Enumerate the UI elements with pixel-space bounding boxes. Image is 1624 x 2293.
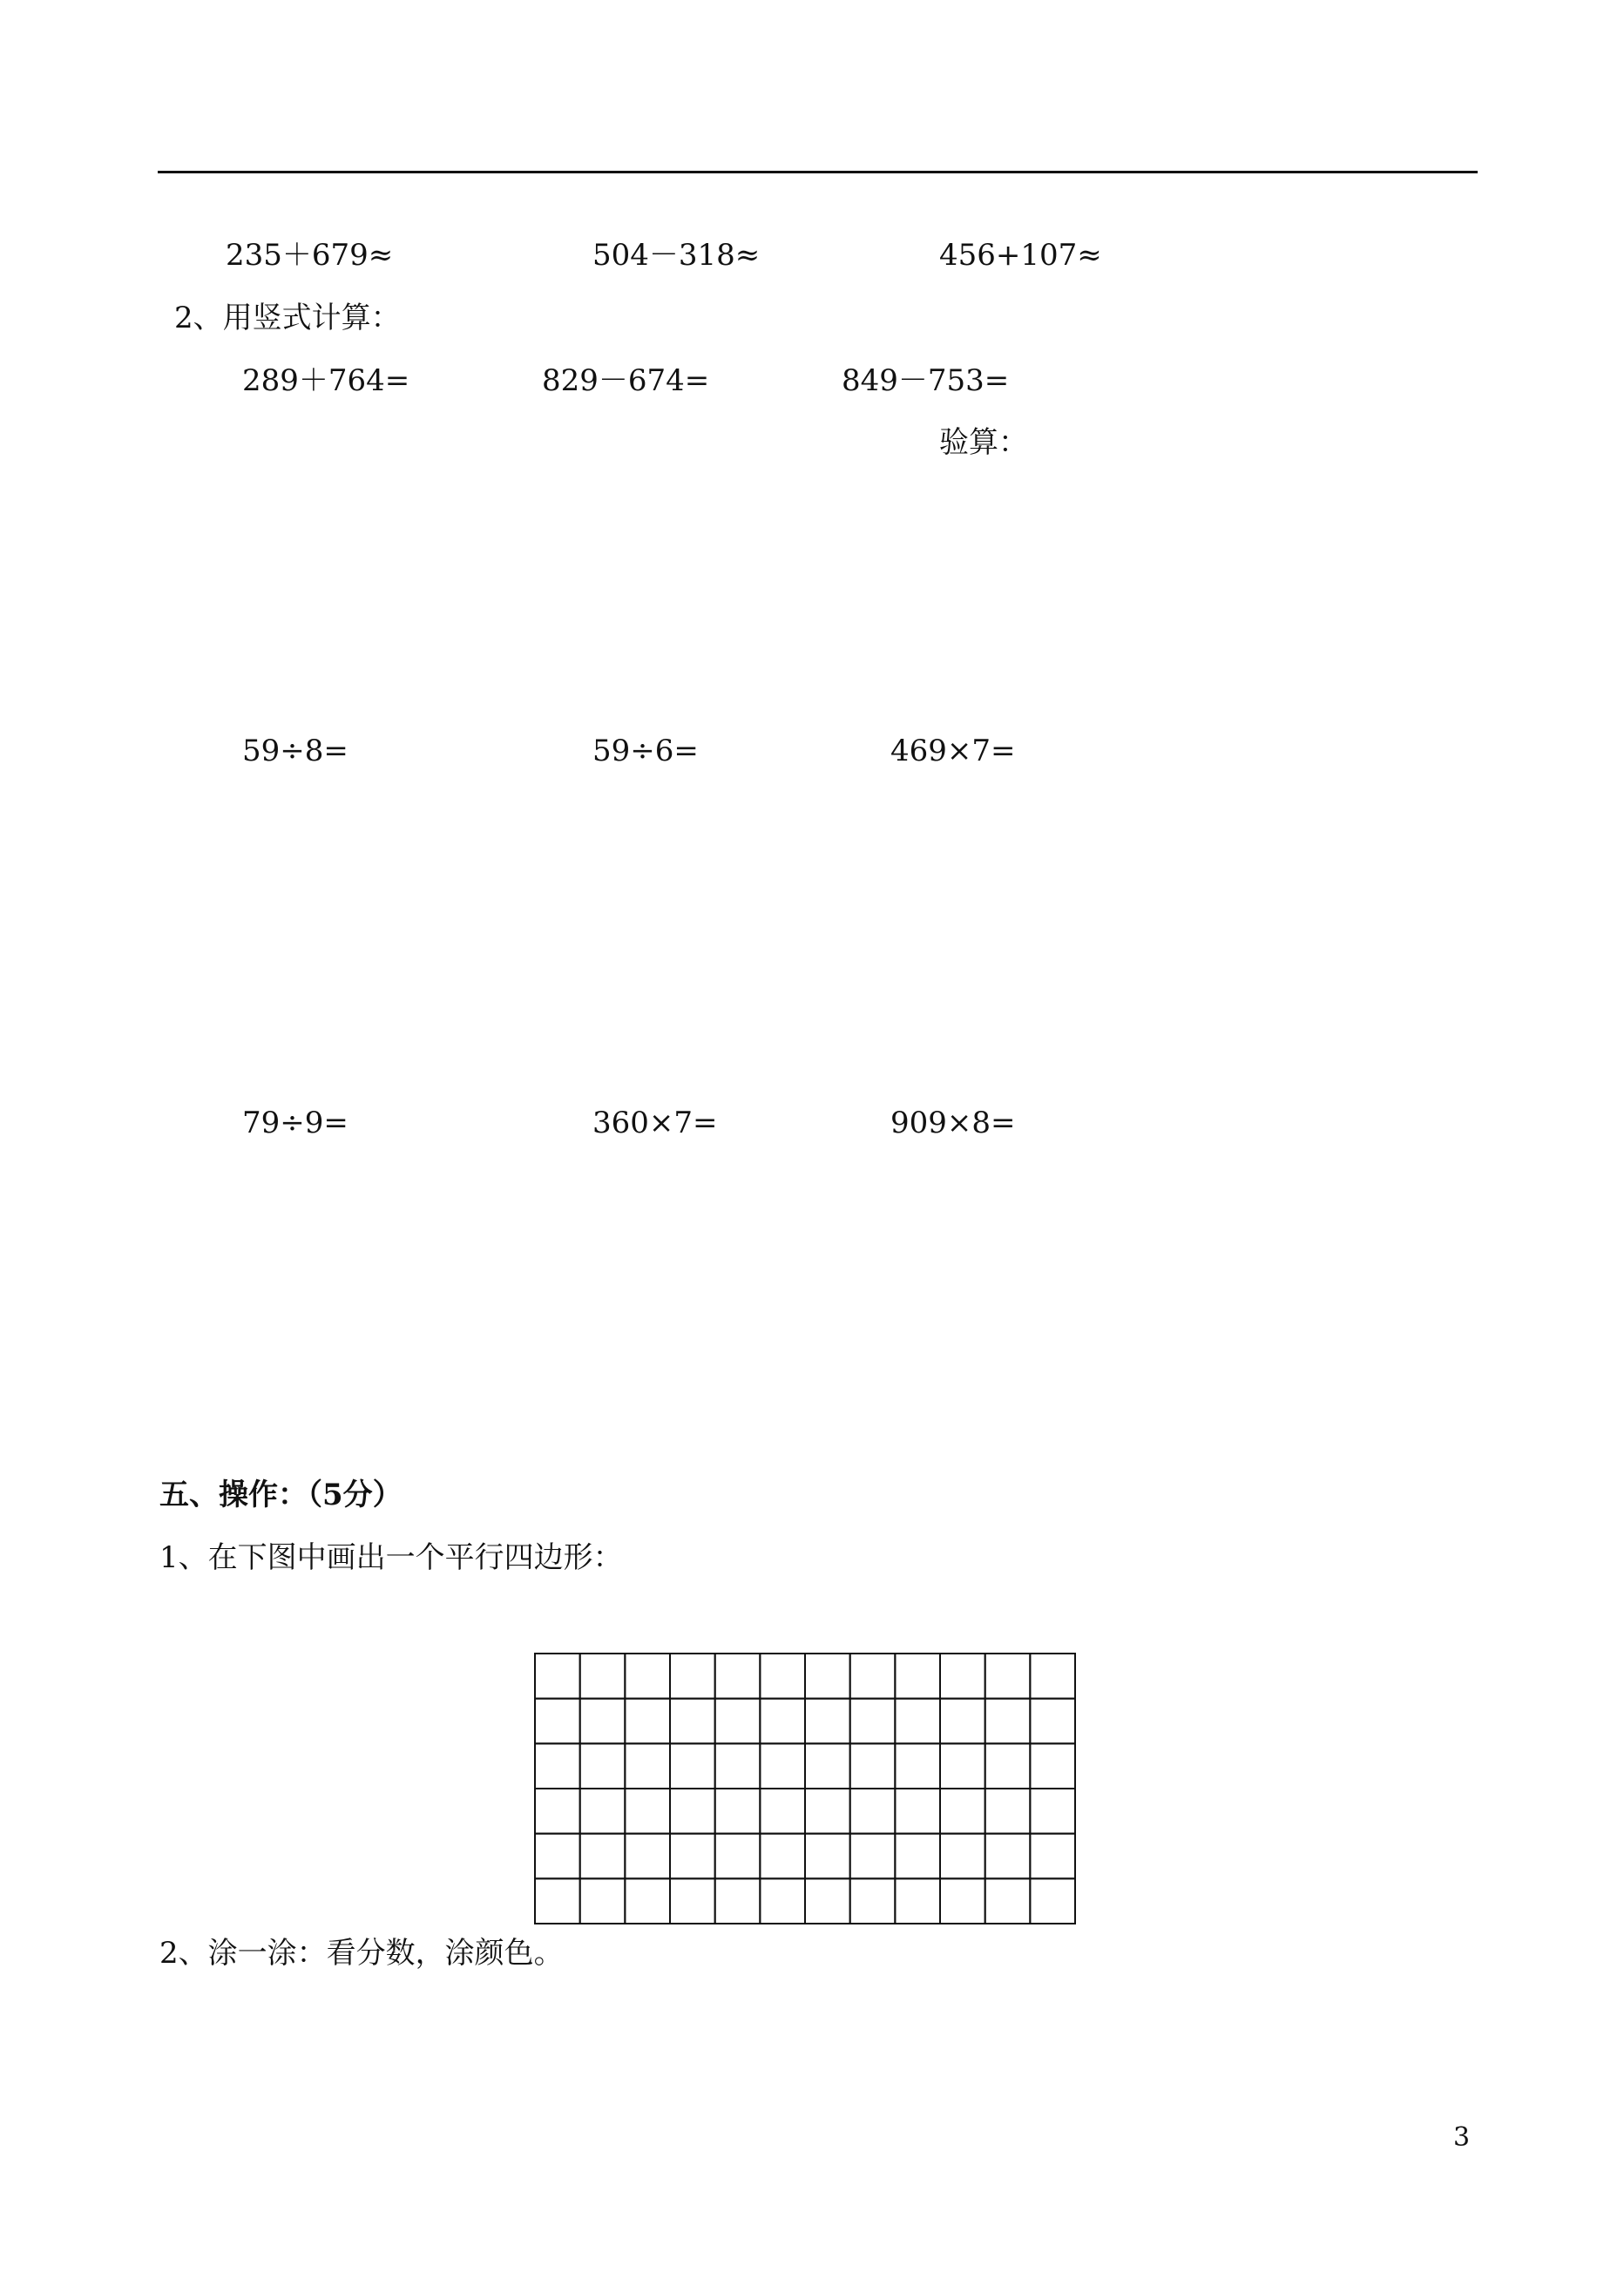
grid-cell[interactable] [985,1878,1031,1924]
grid-cell[interactable] [760,1654,805,1699]
grid-cell[interactable] [760,1878,805,1924]
grid-cell[interactable] [850,1834,896,1879]
grid-cell[interactable] [1030,1743,1075,1789]
grid-cell[interactable] [535,1789,580,1834]
grid-cell[interactable] [580,1789,626,1834]
grid-cell[interactable] [715,1878,761,1924]
grid-cell[interactable] [580,1654,626,1699]
grid-cell[interactable] [1030,1834,1075,1879]
grid-cell[interactable] [625,1699,670,1744]
question-color-fraction: 2、涂一涂：看分数，涂颜色。 [159,1936,564,1971]
check-label: 验算： [939,425,1028,460]
grid-cell[interactable] [670,1878,715,1924]
grid-cell[interactable] [1030,1789,1075,1834]
grid-cell[interactable] [940,1834,985,1879]
vertical-problem-4: 59÷8= [242,734,348,768]
grid-cell[interactable] [940,1654,985,1699]
grid-cell[interactable] [985,1834,1031,1879]
grid-cell[interactable] [715,1789,761,1834]
grid-cell[interactable] [760,1699,805,1744]
grid-cell[interactable] [715,1654,761,1699]
grid-cell[interactable] [580,1699,626,1744]
grid-cell[interactable] [850,1699,896,1744]
grid-cell[interactable] [625,1743,670,1789]
grid-cell[interactable] [670,1834,715,1879]
grid-cell[interactable] [670,1743,715,1789]
grid-cell[interactable] [1030,1654,1075,1699]
grid-cell[interactable] [1030,1699,1075,1744]
grid-cell[interactable] [670,1654,715,1699]
grid-cell[interactable] [535,1878,580,1924]
grid-cell[interactable] [850,1743,896,1789]
grid-cell[interactable] [895,1789,940,1834]
grid-cell[interactable] [895,1878,940,1924]
grid-cell[interactable] [625,1789,670,1834]
estimation-item-1: 235＋679≈ [226,238,394,273]
grid-cell[interactable] [670,1789,715,1834]
section-five-heading: 五、操作：（5分） [159,1478,403,1512]
grid-cell[interactable] [535,1834,580,1879]
vertical-problem-8: 360×7= [592,1106,718,1140]
grid-cell[interactable] [985,1654,1031,1699]
vertical-problem-9: 909×8= [890,1106,1016,1140]
vertical-problem-1: 289＋764= [242,363,410,398]
grid-cell[interactable] [625,1834,670,1879]
question-draw-parallelogram: 1、在下图中画出一个平行四边形： [159,1540,623,1575]
vertical-problem-2: 829－674= [542,363,710,398]
grid-cell[interactable] [805,1878,850,1924]
grid-cell[interactable] [985,1699,1031,1744]
grid-cell[interactable] [850,1789,896,1834]
grid-cell[interactable] [985,1743,1031,1789]
grid-cell[interactable] [580,1834,626,1879]
grid-cell[interactable] [805,1743,850,1789]
vertical-problem-3: 849－753= [842,363,1010,398]
grid-cell[interactable] [940,1878,985,1924]
grid-cell[interactable] [715,1743,761,1789]
grid-cell[interactable] [670,1699,715,1744]
grid-cell[interactable] [760,1789,805,1834]
grid-cell[interactable] [940,1743,985,1789]
vertical-problem-7: 79÷9= [242,1106,348,1140]
vertical-problem-6: 469×7= [890,734,1016,768]
estimation-item-2: 504－318≈ [592,238,761,273]
header-rule [158,171,1478,173]
section-vertical-heading: 2、用竖式计算： [174,301,401,335]
grid-cell[interactable] [760,1834,805,1879]
grid-cell[interactable] [535,1654,580,1699]
grid-cell[interactable] [1030,1878,1075,1924]
vertical-problem-5: 59÷6= [592,734,699,768]
grid-cell[interactable] [805,1834,850,1879]
grid-cell[interactable] [625,1654,670,1699]
grid-cell[interactable] [805,1789,850,1834]
grid-cell[interactable] [895,1699,940,1744]
grid-cell[interactable] [580,1878,626,1924]
page-number: 3 [1453,2122,1471,2153]
grid-svg[interactable] [533,1652,1077,1925]
drawing-grid[interactable] [533,1652,1077,1925]
grid-cell[interactable] [850,1654,896,1699]
grid-cell[interactable] [940,1699,985,1744]
grid-cell[interactable] [805,1654,850,1699]
grid-cell[interactable] [805,1699,850,1744]
grid-cell[interactable] [850,1878,896,1924]
grid-cell[interactable] [535,1699,580,1744]
grid-cell[interactable] [760,1743,805,1789]
grid-cell[interactable] [625,1878,670,1924]
grid-cell[interactable] [895,1834,940,1879]
grid-cell[interactable] [895,1654,940,1699]
grid-cell[interactable] [985,1789,1031,1834]
grid-cell[interactable] [535,1743,580,1789]
grid-cell[interactable] [715,1699,761,1744]
grid-cell[interactable] [715,1834,761,1879]
grid-cell[interactable] [940,1789,985,1834]
grid-cell[interactable] [895,1743,940,1789]
grid-cell[interactable] [580,1743,626,1789]
estimation-item-3: 456+107≈ [939,238,1102,273]
